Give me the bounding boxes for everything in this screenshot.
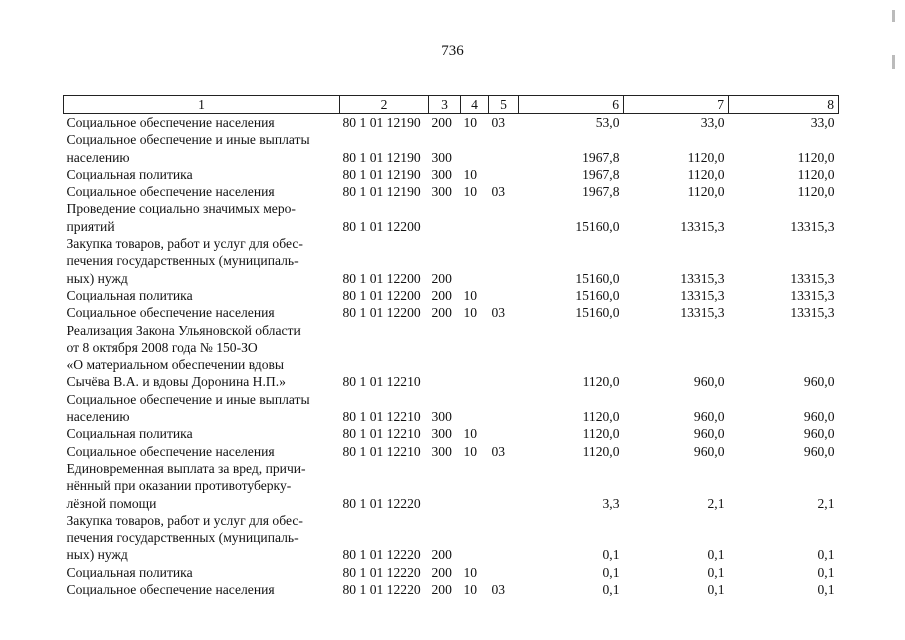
row-name-cell: Социальное обеспечение и иные выплаты [66, 391, 310, 407]
row-code-cell [340, 529, 429, 546]
row-value6-cell: 15160,0 [575, 270, 620, 286]
row-col3-cell [429, 391, 461, 408]
table-row [64, 425, 839, 442]
row-col3-cell [429, 322, 461, 339]
row-col5-cell [489, 495, 519, 512]
row-value8-cell [729, 131, 839, 148]
row-name-cell: Социальное обеспечение и иные выплаты [66, 132, 310, 148]
row-code-cell: 80 1 01 12210 [342, 409, 421, 425]
row-value6-cell [519, 322, 624, 339]
row-value6-cell [519, 131, 624, 148]
row-col4-cell: 10 [463, 305, 478, 321]
row-col4-cell: 10 [463, 287, 478, 303]
row-col3-cell [429, 356, 461, 373]
row-value7-cell: 960,0 [693, 409, 725, 425]
row-col3-cell: 200 [431, 115, 452, 130]
row-value7-cell [624, 131, 729, 148]
row-name-cell: Реализация Закона Ульяновской области [66, 322, 301, 338]
row-value6-cell: 1120,0 [582, 409, 620, 425]
row-value7-cell [624, 339, 729, 356]
row-value6-cell [519, 356, 624, 373]
header-cell: 7 [624, 96, 729, 114]
row-value7-cell: 960,0 [693, 443, 725, 459]
table-row [64, 391, 839, 408]
row-value7-cell: 33,0 [700, 115, 725, 130]
row-col3-cell: 300 [431, 443, 452, 459]
row-value8-cell: 0,1 [817, 582, 835, 598]
row-col3-cell: 200 [431, 547, 452, 563]
row-col4-cell [461, 529, 489, 546]
row-col3-cell [429, 200, 461, 217]
row-code-cell: 80 1 01 12190 [342, 115, 421, 130]
row-name-cell: приятий [66, 218, 115, 234]
row-name-cell: Социальное обеспечение населения [66, 305, 275, 321]
row-value8-cell: 1120,0 [797, 149, 835, 165]
table-row [64, 252, 839, 269]
table-row [64, 443, 839, 460]
row-code-cell: 80 1 01 12190 [342, 184, 421, 200]
row-name-cell: Социальное обеспечение населения [66, 184, 275, 200]
row-value7-cell [624, 460, 729, 477]
row-value7-cell [624, 252, 729, 269]
header-cell: 2 [340, 96, 429, 114]
row-value7-cell [624, 200, 729, 217]
row-col5-cell [489, 270, 519, 287]
row-col4-cell: 10 [463, 426, 478, 442]
table-row [64, 114, 839, 132]
row-code-cell: 80 1 01 12210 [342, 443, 421, 459]
row-col5-cell [489, 339, 519, 356]
row-value7-cell: 0,1 [707, 582, 725, 598]
row-value8-cell [729, 200, 839, 217]
row-name-cell: населению [66, 149, 130, 165]
row-name-cell: Закупка товаров, работ и услуг для обес- [66, 512, 303, 528]
row-value8-cell: 13315,3 [790, 287, 835, 303]
row-value8-cell [729, 512, 839, 529]
row-col4-cell [461, 512, 489, 529]
row-code-cell: 80 1 01 12200 [342, 270, 421, 286]
row-value7-cell [624, 235, 729, 252]
row-col5-cell [489, 356, 519, 373]
row-value7-cell: 1120,0 [687, 166, 725, 182]
row-col5-cell [489, 477, 519, 494]
row-col4-cell [461, 270, 489, 287]
row-col5-cell [489, 166, 519, 183]
row-value6-cell: 1967,8 [582, 149, 620, 165]
row-value6-cell [519, 460, 624, 477]
row-col5-cell [489, 564, 519, 581]
row-col3-cell [429, 495, 461, 512]
row-code-cell: 80 1 01 12220 [342, 582, 421, 598]
row-value7-cell: 13315,3 [680, 270, 725, 286]
table-row [64, 512, 839, 529]
row-col5-cell [489, 546, 519, 563]
row-name-cell: печения государственных (муниципаль- [66, 253, 299, 269]
row-col3-cell: 300 [431, 149, 452, 165]
row-col5-cell [489, 425, 519, 442]
row-code-cell: 80 1 01 12220 [342, 547, 421, 563]
row-name-cell: Социальная политика [66, 564, 193, 580]
row-value8-cell: 33,0 [810, 115, 835, 130]
row-value6-cell: 53,0 [595, 115, 620, 130]
row-value8-cell [729, 235, 839, 252]
row-col3-cell: 200 [431, 582, 452, 598]
header-cell: 4 [461, 96, 489, 114]
row-col3-cell: 200 [431, 287, 452, 303]
row-name-cell: населению [66, 409, 130, 425]
row-value7-cell: 960,0 [693, 426, 725, 442]
row-value6-cell: 1120,0 [582, 443, 620, 459]
row-col5-cell [489, 200, 519, 217]
row-col3-cell [429, 373, 461, 390]
table-header-row [64, 96, 839, 114]
row-col5-cell [489, 322, 519, 339]
row-code-cell: 80 1 01 12200 [342, 218, 421, 234]
row-value7-cell [624, 512, 729, 529]
row-value8-cell: 1120,0 [797, 166, 835, 182]
row-col3-cell [429, 131, 461, 148]
row-value8-cell: 960,0 [803, 409, 835, 425]
row-value8-cell: 13315,3 [790, 270, 835, 286]
row-col3-cell: 200 [431, 305, 452, 321]
row-col3-cell [429, 252, 461, 269]
row-col3-cell: 300 [431, 426, 452, 442]
row-name-cell: «О материальном обеспечении вдовы [66, 357, 285, 373]
row-col4-cell [461, 218, 489, 235]
row-name-cell: Сычёва В.А. и вдовы Доронина Н.П.» [66, 374, 286, 390]
header-cell: 6 [519, 96, 624, 114]
row-value8-cell: 0,1 [817, 564, 835, 580]
row-col3-cell [429, 477, 461, 494]
row-value6-cell: 3,3 [602, 495, 620, 511]
row-col3-cell [429, 339, 461, 356]
row-name-cell: Социальное обеспечение населения [66, 582, 275, 598]
row-value7-cell: 1120,0 [687, 184, 725, 200]
row-col4-cell [461, 495, 489, 512]
scan-edge-mark [892, 55, 895, 69]
table-row [64, 287, 839, 304]
header-cell: 5 [489, 96, 519, 114]
row-name-cell: Единовременная выплата за вред, причи- [66, 460, 306, 476]
row-col4-cell [461, 373, 489, 390]
row-col4-cell: 10 [463, 115, 478, 130]
row-col4-cell [461, 131, 489, 148]
row-col5-cell: 03 [491, 115, 506, 130]
header-cell: 8 [729, 96, 839, 114]
row-col5-cell: 03 [491, 184, 506, 200]
table-row [64, 373, 839, 390]
row-value6-cell: 0,1 [602, 547, 620, 563]
table-row [64, 339, 839, 356]
row-col4-cell [461, 322, 489, 339]
row-col3-cell: 300 [431, 166, 452, 182]
row-col5-cell [489, 529, 519, 546]
row-col3-cell: 200 [431, 564, 452, 580]
row-value8-cell: 0,1 [817, 547, 835, 563]
row-col5-cell [489, 218, 519, 235]
row-col5-cell [489, 460, 519, 477]
row-value6-cell [519, 477, 624, 494]
row-col5-cell [489, 373, 519, 390]
row-value7-cell: 960,0 [693, 374, 725, 390]
row-col4-cell [461, 200, 489, 217]
row-code-cell: 80 1 01 12190 [342, 149, 421, 165]
table-row [64, 356, 839, 373]
row-value8-cell: 13315,3 [790, 305, 835, 321]
row-col4-cell [461, 460, 489, 477]
row-value8-cell [729, 339, 839, 356]
row-value8-cell: 960,0 [803, 426, 835, 442]
row-col3-cell: 300 [431, 184, 452, 200]
row-value6-cell: 0,1 [602, 564, 620, 580]
row-col4-cell: 10 [463, 166, 478, 182]
table-row [64, 218, 839, 235]
row-value7-cell [624, 322, 729, 339]
row-col3-cell [429, 529, 461, 546]
row-col4-cell [461, 149, 489, 166]
row-col5-cell [489, 131, 519, 148]
row-value7-cell: 2,1 [707, 495, 725, 511]
row-col4-cell [461, 408, 489, 425]
row-col3-cell: 300 [431, 409, 452, 425]
table-row [64, 166, 839, 183]
row-col5-cell [489, 252, 519, 269]
row-code-cell [340, 512, 429, 529]
row-col4-cell: 10 [463, 443, 478, 459]
row-value7-cell: 13315,3 [680, 287, 725, 303]
row-name-cell: Проведение социально значимых меро- [66, 201, 296, 217]
row-value8-cell: 1120,0 [797, 184, 835, 200]
row-code-cell [340, 235, 429, 252]
table-row [64, 529, 839, 546]
row-name-cell: лёзной помощи [66, 495, 157, 511]
row-name-cell: печения государственных (муниципаль- [66, 530, 299, 546]
table-row [64, 495, 839, 512]
table-row [64, 131, 839, 148]
row-value7-cell: 13315,3 [680, 218, 725, 234]
row-col4-cell: 10 [463, 184, 478, 200]
table-row [64, 408, 839, 425]
table-row [64, 200, 839, 217]
row-value7-cell [624, 529, 729, 546]
row-value7-cell: 1120,0 [687, 149, 725, 165]
row-value8-cell: 13315,3 [790, 218, 835, 234]
row-col4-cell [461, 339, 489, 356]
row-col3-cell [429, 218, 461, 235]
budget-table [63, 95, 839, 598]
row-code-cell [340, 339, 429, 356]
table-row [64, 581, 839, 598]
row-code-cell [340, 391, 429, 408]
row-value6-cell [519, 200, 624, 217]
row-name-cell: ных) нужд [66, 270, 128, 286]
row-value7-cell [624, 391, 729, 408]
row-code-cell: 80 1 01 12190 [342, 166, 421, 182]
row-col4-cell: 10 [463, 564, 478, 580]
table-row [64, 270, 839, 287]
row-value8-cell: 960,0 [803, 374, 835, 390]
row-value8-cell: 960,0 [803, 443, 835, 459]
row-value8-cell [729, 252, 839, 269]
table-row [64, 183, 839, 200]
table-row [64, 460, 839, 477]
row-code-cell [340, 131, 429, 148]
row-value6-cell: 15160,0 [575, 287, 620, 303]
header-cell: 3 [429, 96, 461, 114]
row-name-cell: Закупка товаров, работ и услуг для обес- [66, 236, 303, 252]
row-value8-cell [729, 391, 839, 408]
row-value6-cell [519, 252, 624, 269]
row-col5-cell [489, 235, 519, 252]
row-code-cell: 80 1 01 12220 [342, 495, 421, 511]
row-value8-cell [729, 529, 839, 546]
table-row [64, 149, 839, 166]
row-code-cell [340, 200, 429, 217]
row-name-cell: Социальное обеспечение населения [66, 115, 275, 130]
row-value6-cell [519, 512, 624, 529]
row-col4-cell [461, 546, 489, 563]
row-code-cell: 80 1 01 12210 [342, 426, 421, 442]
row-col5-cell [489, 391, 519, 408]
row-value6-cell [519, 529, 624, 546]
row-col5-cell: 03 [491, 305, 506, 321]
row-col3-cell [429, 512, 461, 529]
row-name-cell: ных) нужд [66, 547, 128, 563]
row-col5-cell: 03 [491, 443, 506, 459]
row-code-cell [340, 322, 429, 339]
row-value6-cell: 1967,8 [582, 166, 620, 182]
row-value6-cell [519, 235, 624, 252]
row-col4-cell [461, 391, 489, 408]
table-row [64, 322, 839, 339]
row-code-cell [340, 460, 429, 477]
row-code-cell [340, 356, 429, 373]
row-value7-cell: 0,1 [707, 547, 725, 563]
row-col5-cell [489, 287, 519, 304]
row-col4-cell [461, 252, 489, 269]
row-col3-cell: 200 [431, 270, 452, 286]
row-value7-cell [624, 356, 729, 373]
row-col3-cell [429, 235, 461, 252]
row-value6-cell: 15160,0 [575, 305, 620, 321]
row-code-cell: 80 1 01 12200 [342, 287, 421, 303]
table-row [64, 304, 839, 321]
row-code-cell [340, 252, 429, 269]
row-name-cell: Социальная политика [66, 287, 193, 303]
table-row [64, 564, 839, 581]
row-value6-cell: 1120,0 [582, 374, 620, 390]
row-name-cell: Социальное обеспечение населения [66, 443, 275, 459]
row-value8-cell: 2,1 [817, 495, 835, 511]
row-col4-cell [461, 235, 489, 252]
row-name-cell: от 8 октября 2008 года № 150-ЗО [66, 339, 258, 355]
row-value7-cell: 0,1 [707, 564, 725, 580]
row-col5-cell [489, 512, 519, 529]
row-col4-cell [461, 477, 489, 494]
row-col3-cell [429, 460, 461, 477]
table-row [64, 546, 839, 563]
row-value8-cell [729, 460, 839, 477]
row-value6-cell: 15160,0 [575, 218, 620, 234]
row-name-cell: нённый при оказании противотуберку- [66, 478, 292, 494]
row-value6-cell [519, 391, 624, 408]
row-value8-cell [729, 477, 839, 494]
row-name-cell: Социальная политика [66, 426, 193, 442]
page-number: 736 [441, 43, 464, 59]
header-cell: 1 [64, 96, 340, 114]
row-col4-cell: 10 [463, 582, 478, 598]
row-value7-cell: 13315,3 [680, 305, 725, 321]
row-code-cell: 80 1 01 12220 [342, 564, 421, 580]
row-col5-cell: 03 [491, 582, 506, 598]
row-value7-cell [624, 477, 729, 494]
row-value6-cell: 1120,0 [582, 426, 620, 442]
row-col5-cell [489, 408, 519, 425]
row-code-cell: 80 1 01 12200 [342, 305, 421, 321]
scan-edge-mark [892, 10, 895, 22]
row-col4-cell [461, 356, 489, 373]
table-row [64, 235, 839, 252]
row-col5-cell [489, 149, 519, 166]
row-value8-cell [729, 356, 839, 373]
row-code-cell: 80 1 01 12210 [342, 374, 421, 390]
table-row [64, 477, 839, 494]
row-code-cell [340, 477, 429, 494]
row-value6-cell [519, 339, 624, 356]
row-name-cell: Социальная политика [66, 166, 193, 182]
row-value8-cell [729, 322, 839, 339]
row-value6-cell: 0,1 [602, 582, 620, 598]
row-value6-cell: 1967,8 [582, 184, 620, 200]
